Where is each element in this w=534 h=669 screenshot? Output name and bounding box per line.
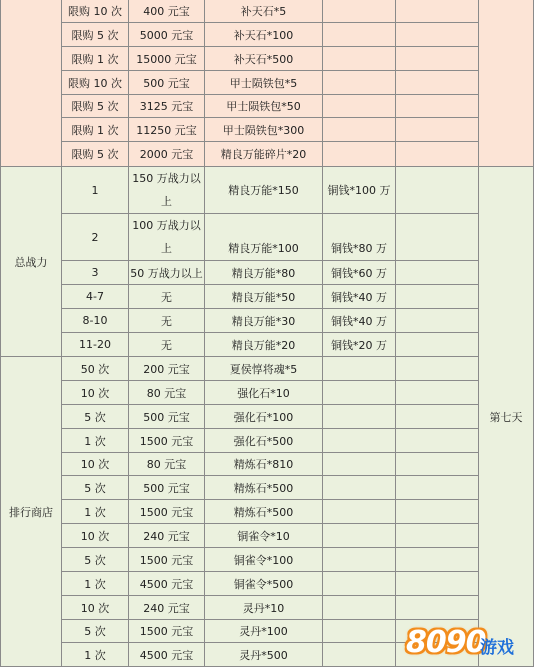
limit-cell: 5 次 [62,405,129,429]
item-cell: 灵丹*500 [205,643,323,667]
table-row [1,548,534,572]
price-cell: 80 元宝 [129,381,205,405]
rank-cell: 8-10 [62,309,129,333]
limit-cell: 5 次 [62,620,129,643]
item-cell: 甲士陨铁包*50 [205,95,323,118]
extra-cell [323,476,396,500]
limit-cell: 5 次 [62,476,129,500]
watermark-text: 游戏 [480,638,514,658]
extra-cell [323,643,396,667]
requirement-cell: 100 万战力以上 [129,214,205,261]
item-cell: 灵丹*100 [205,620,323,643]
day-cell-top [479,0,534,167]
group-label-power: 总战力 [1,167,62,357]
empty-cell [396,572,479,596]
price-cell: 80 元宝 [129,453,205,476]
empty-cell [396,118,479,142]
table-row [1,142,534,167]
item-cell: 精炼石*500 [205,500,323,524]
extra-cell [323,500,396,524]
table-row [1,500,534,524]
table-row [1,405,534,429]
limit-cell: 5 次 [62,548,129,572]
item-cell: 精良万能*100 [205,214,323,261]
empty-cell [396,167,479,214]
item-cell: 精良万能*80 [205,261,323,285]
limit-cell: 限购 10 次 [62,0,129,23]
price-cell: 3125 元宝 [129,95,205,118]
table-row [1,285,534,309]
empty-cell [396,548,479,572]
extra-cell [323,596,396,620]
price-cell: 500 元宝 [129,71,205,95]
day-label: 第七天 [479,167,534,667]
table-row [1,524,534,548]
table-row [1,23,534,47]
extra-cell [323,23,396,47]
empty-cell [396,261,479,285]
extra-cell [323,405,396,429]
limit-cell: 限购 5 次 [62,142,129,167]
empty-cell [396,95,479,118]
price-cell: 2000 元宝 [129,142,205,167]
extra-cell [323,381,396,405]
watermark-digits: 8090 [406,625,486,660]
extra-cell [323,142,396,167]
limit-cell: 1 次 [62,429,129,453]
empty-cell [396,23,479,47]
coin-cell: 铜钱*40 万 [323,309,396,333]
group-label-shop: 排行商店 [1,357,62,667]
group-label-cell [1,0,62,167]
empty-cell [396,405,479,429]
price-cell: 240 元宝 [129,524,205,548]
price-cell: 400 元宝 [129,0,205,23]
extra-cell [323,0,396,23]
extra-cell [323,429,396,453]
extra-cell [323,95,396,118]
item-cell: 精良万能*30 [205,309,323,333]
empty-cell [396,71,479,95]
extra-cell [323,524,396,548]
rank-cell: 4-7 [62,285,129,309]
requirement-cell: 50 万战力以上 [129,261,205,285]
extra-cell [323,357,396,381]
item-cell: 铜雀令*100 [205,548,323,572]
price-cell: 240 元宝 [129,596,205,620]
empty-cell [396,285,479,309]
empty-cell [396,429,479,453]
rank-cell: 11-20 [62,333,129,357]
item-cell: 补天石*5 [205,0,323,23]
coin-cell: 铜钱*20 万 [323,333,396,357]
coin-cell: 铜钱*100 万 [323,167,396,214]
table-row [1,357,534,381]
price-cell: 11250 元宝 [129,118,205,142]
table-row [1,71,534,95]
item-cell: 强化石*10 [205,381,323,405]
item-cell: 铜雀令*10 [205,524,323,548]
price-cell: 5000 元宝 [129,23,205,47]
price-cell: 200 元宝 [129,357,205,381]
item-cell: 补天石*100 [205,23,323,47]
item-cell: 铜雀令*500 [205,572,323,596]
table-row [1,309,534,333]
table-row [1,0,534,23]
empty-cell [396,357,479,381]
price-cell: 4500 元宝 [129,643,205,667]
extra-cell [323,118,396,142]
price-cell: 500 元宝 [129,476,205,500]
empty-cell [396,476,479,500]
coin-cell: 铜钱*40 万 [323,285,396,309]
empty-cell [396,309,479,333]
coin-cell: 铜钱*80 万 [323,214,396,261]
rank-cell: 2 [62,214,129,261]
item-cell: 补天石*500 [205,47,323,71]
item-cell: 甲士陨铁包*300 [205,118,323,142]
item-cell: 精良万能*50 [205,285,323,309]
empty-cell [396,142,479,167]
extra-cell [323,548,396,572]
requirement-cell: 无 [129,285,205,309]
item-cell: 精良万能*150 [205,167,323,214]
limit-cell: 10 次 [62,381,129,405]
price-cell: 1500 元宝 [129,500,205,524]
item-cell: 强化石*100 [205,405,323,429]
extra-cell [323,453,396,476]
price-cell: 1500 元宝 [129,429,205,453]
item-cell: 夏侯惇将魂*5 [205,357,323,381]
table-row [1,214,534,261]
limit-cell: 50 次 [62,357,129,381]
table-row [1,429,534,453]
limit-cell: 10 次 [62,453,129,476]
table-row [1,95,534,118]
price-cell: 4500 元宝 [129,572,205,596]
table-row [1,453,534,476]
empty-cell [396,596,479,620]
table-row [1,596,534,620]
extra-cell [323,47,396,71]
requirement-cell: 无 [129,309,205,333]
table-row [1,47,534,71]
table-row [1,333,534,357]
item-cell: 强化石*500 [205,429,323,453]
empty-cell [396,214,479,261]
item-cell: 灵丹*10 [205,596,323,620]
empty-cell [396,0,479,23]
item-cell: 精炼石*810 [205,453,323,476]
extra-cell [323,620,396,643]
limit-cell: 1 次 [62,572,129,596]
limit-cell: 10 次 [62,524,129,548]
limit-cell: 限购 5 次 [62,95,129,118]
table-row [1,167,534,214]
item-cell: 精良万能碎片*20 [205,142,323,167]
empty-cell [396,524,479,548]
rank-cell: 1 [62,167,129,214]
limit-cell: 限购 10 次 [62,71,129,95]
limit-cell: 限购 5 次 [62,23,129,47]
requirement-cell: 150 万战力以上 [129,167,205,214]
table-row [1,261,534,285]
site-watermark-logo [406,623,526,665]
price-cell: 1500 元宝 [129,548,205,572]
rank-cell: 3 [62,261,129,285]
extra-cell [323,572,396,596]
empty-cell [396,453,479,476]
coin-cell: 铜钱*60 万 [323,261,396,285]
limit-cell: 限购 1 次 [62,118,129,142]
item-cell: 精炼石*500 [205,476,323,500]
price-cell: 1500 元宝 [129,620,205,643]
table-row [1,118,534,142]
price-cell: 500 元宝 [129,405,205,429]
empty-cell [396,47,479,71]
table-row [1,381,534,405]
extra-cell [323,71,396,95]
empty-cell [396,500,479,524]
item-cell: 精良万能*20 [205,333,323,357]
item-cell: 甲士陨铁包*5 [205,71,323,95]
limit-cell: 10 次 [62,596,129,620]
empty-cell [396,333,479,357]
price-cell: 15000 元宝 [129,47,205,71]
limit-cell: 1 次 [62,500,129,524]
table-row [1,476,534,500]
requirement-cell: 无 [129,333,205,357]
limit-cell: 1 次 [62,643,129,667]
table-row [1,572,534,596]
empty-cell [396,381,479,405]
limit-cell: 限购 1 次 [62,47,129,71]
